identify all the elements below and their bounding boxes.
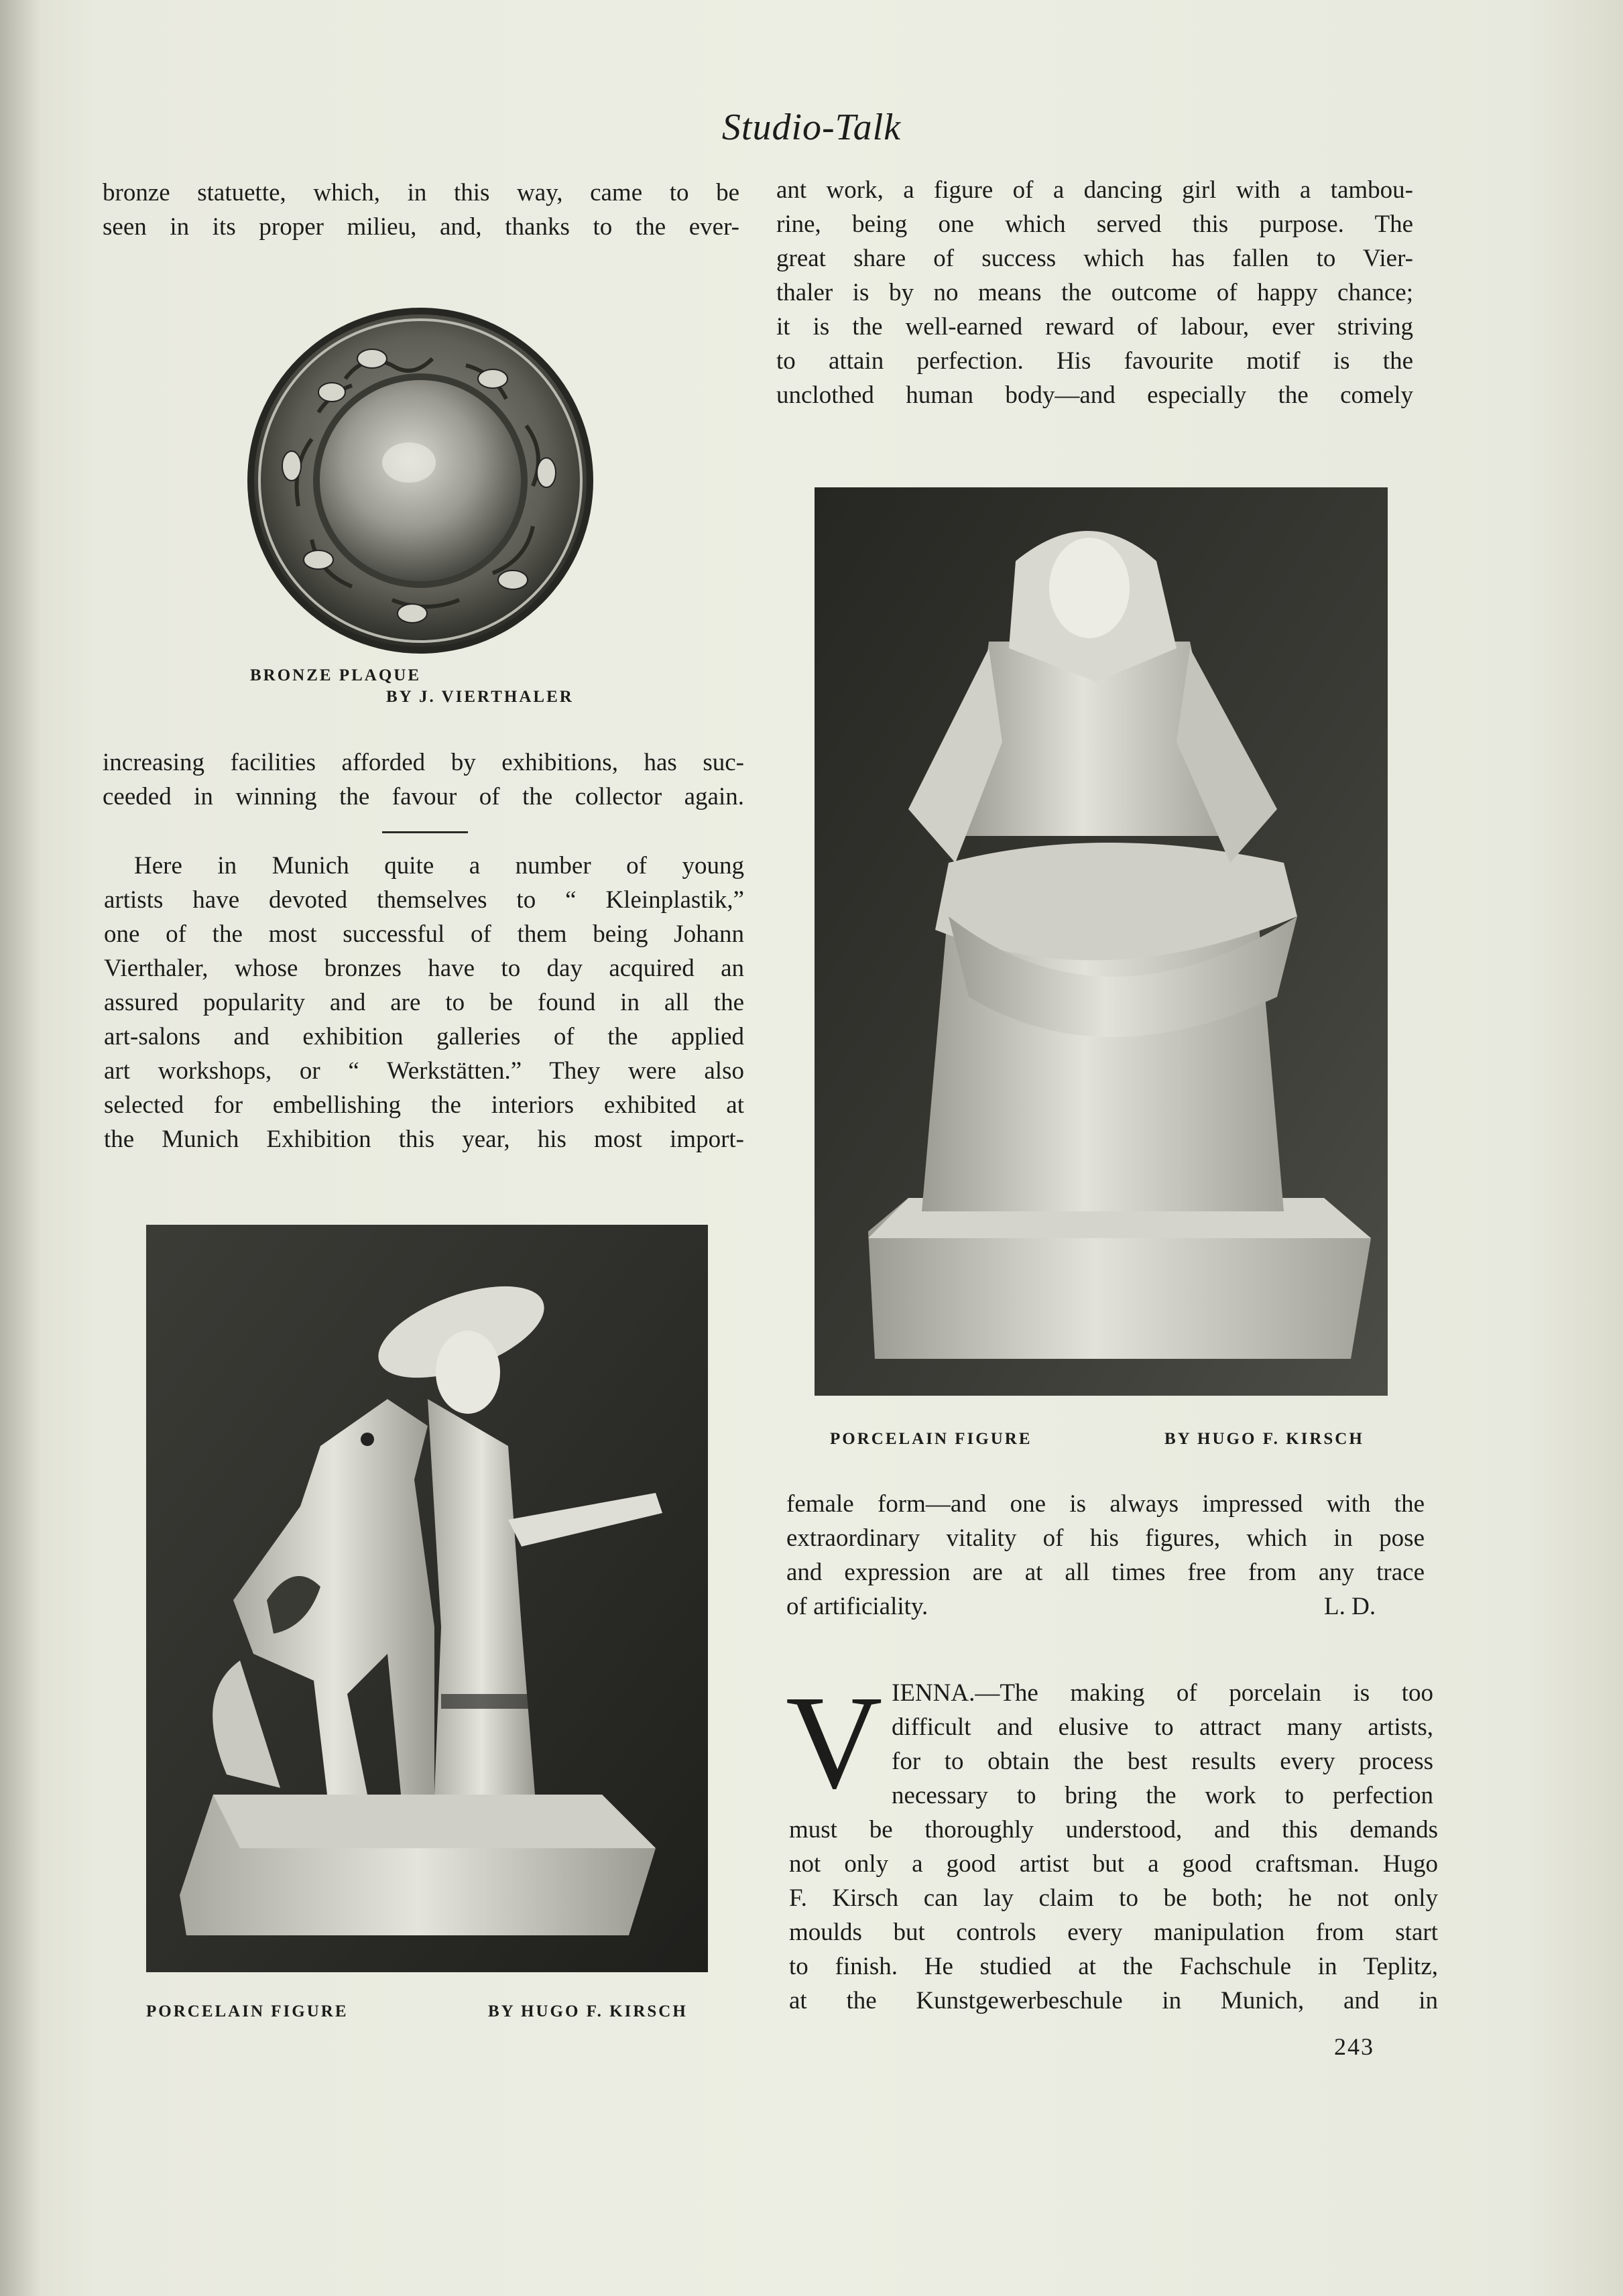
text-line: difficult and elusive to attract many artists,	[892, 1713, 1433, 1741]
text-line: bronze statuette, which, in this way, came to be	[103, 179, 739, 206]
text-line: Here in Munich quite a number of young	[134, 852, 744, 880]
text-line: one of the most successful of them being Johann	[104, 920, 744, 948]
author-initials: L. D.	[1324, 1593, 1376, 1620]
text-line: for to obtain the best results every process	[892, 1748, 1433, 1775]
text-line: thaler is by no means the outcome of happy chance;	[776, 279, 1413, 306]
text-line: artists have devoted themselves to “ Kleinplastik,”	[104, 886, 744, 914]
text-line: extraordinary vitality of his figures, which in pose	[786, 1524, 1425, 1552]
vienna-paragraph-indented	[892, 1676, 1433, 1813]
left-figure-caption-credit: BY HUGO F. KIRSCH	[488, 2002, 688, 2020]
plaque-caption-line-1: BRONZE PLAQUE	[250, 666, 422, 684]
left-paragraph-3	[104, 849, 744, 1156]
left-figure-caption-title: PORCELAIN FIGURE	[146, 2002, 349, 2020]
left-paragraph-2	[103, 745, 744, 814]
section-divider	[382, 831, 468, 833]
text-line: at the Kunstgewerbeschule in Munich, and in	[789, 1987, 1438, 2014]
text-line: rine, being one which served this purpose. The	[776, 210, 1413, 238]
porcelain-figure-photo-girl-with-dog	[146, 1225, 708, 1972]
right-figure-caption-title: PORCELAIN FIGURE	[830, 1430, 1032, 1448]
drop-cap: V	[786, 1669, 883, 1817]
text-line: great share of success which has fallen to Vier-	[776, 245, 1413, 272]
text-line: the Munich Exhibition this year, his most import-	[104, 1126, 744, 1153]
text-line: and expression are at all times free from any trace	[786, 1559, 1425, 1586]
right-figure-caption-credit: BY HUGO F. KIRSCH	[1164, 1430, 1364, 1448]
text-line: necessary to bring the work to perfection	[892, 1782, 1433, 1809]
right-paragraph-1	[776, 173, 1413, 412]
text-line: IENNA.—The making of porcelain is too	[892, 1679, 1433, 1707]
text-line: unclothed human body—and especially the comely	[776, 381, 1413, 409]
text-line: to attain perfection. His favourite motif is the	[776, 347, 1413, 375]
page-number: 243	[1334, 2033, 1374, 2060]
running-header: Studio-Talk	[721, 107, 902, 148]
text-line: selected for embellishing the interiors exhibited at	[104, 1091, 744, 1119]
text-line: to finish. He studied at the Fachschule in Teplitz,	[789, 1953, 1438, 1980]
text-line: art workshops, or “ Werkstätten.” They were also	[104, 1057, 744, 1085]
bronze-plaque-image	[245, 305, 597, 657]
text-line: ant work, a figure of a dancing girl with a tambou-	[776, 176, 1413, 204]
text-line: assured popularity and are to be found in all the	[104, 989, 744, 1016]
text-line: art-salons and exhibition galleries of the applied	[104, 1023, 744, 1050]
text-line: moulds but controls every manipulation from start	[789, 1919, 1438, 1946]
text-line: increasing facilities afforded by exhibitions, has suc-	[103, 749, 744, 776]
text-line: F. Kirsch can lay claim to be both; he not only	[789, 1884, 1438, 1912]
text-line: not only a good artist but a good craftsman. Hugo	[789, 1850, 1438, 1878]
plaque-caption-line-2: BY J. VIERTHALER	[386, 688, 574, 706]
text-line: seen in its proper milieu, and, thanks to the ever-	[103, 213, 739, 241]
left-paragraph-1	[103, 176, 739, 244]
text-line: female form—and one is always impressed with the	[786, 1490, 1425, 1518]
porcelain-figure-photo-woman-with-basket	[815, 487, 1388, 1396]
page-gutter-shadow	[0, 0, 40, 2296]
text-line: ceeded in winning the favour of the collector again.	[103, 783, 744, 810]
text-line: of artificiality.	[786, 1593, 928, 1620]
text-line: Vierthaler, whose bronzes have to day acquired an	[104, 955, 744, 982]
text-line: it is the well-earned reward of labour, ever striving	[776, 313, 1413, 341]
text-line: must be thoroughly understood, and this demands	[789, 1816, 1438, 1844]
vienna-paragraph-full	[789, 1813, 1438, 2018]
